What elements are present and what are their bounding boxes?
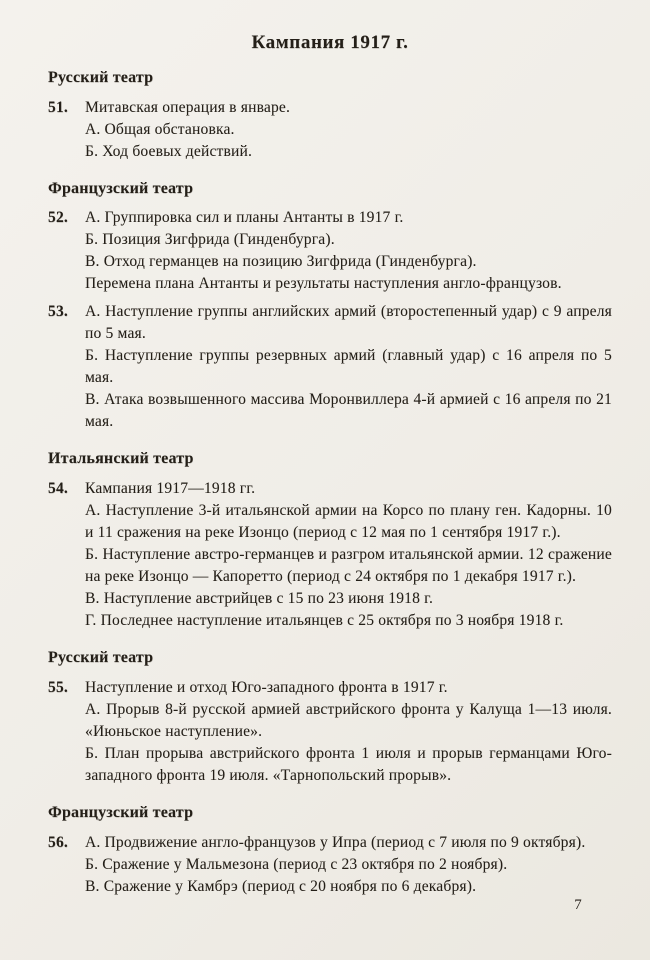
item-paragraph: Перемена плана Антанты и результаты наступления англо-французов. xyxy=(85,275,562,293)
section-header: Итальянский театр xyxy=(48,450,194,468)
toc-item xyxy=(48,478,612,632)
item-number: 54. xyxy=(48,480,68,498)
section-header: Французский театр xyxy=(48,803,194,821)
page-title: Кампания 1917 г. xyxy=(251,32,409,53)
item-body xyxy=(85,832,612,898)
item-paragraph: Б. Наступление австро-германцев и разгром итальянской армии. 12 сражение на реке Изонцо — Капоретто (период с 24 октября по 1 декабря 1917 г.). xyxy=(85,546,612,586)
item-number: 52. xyxy=(48,209,68,227)
section-russian-theatre-2 xyxy=(48,647,612,787)
item-body xyxy=(85,478,612,632)
item-body xyxy=(85,97,612,163)
item-paragraph: Кампания 1917—1918 гг. xyxy=(85,480,256,498)
item-number: 55. xyxy=(48,678,68,696)
item-paragraph: В. Отход германцев на позицию Зигфрида (Гинденбурга). xyxy=(85,253,477,271)
item-number: 51. xyxy=(48,98,68,116)
item-number: 56. xyxy=(48,833,68,851)
toc-item xyxy=(48,301,612,433)
item-paragraph: В. Сражение у Камбрэ (период с 20 ноября по 6 декабря). xyxy=(85,877,477,895)
item-paragraph: В. Наступление австрийцев с 15 по 23 июня 1918 г. xyxy=(85,590,434,608)
item-paragraph: В. Атака возвышенного массива Моронвиллера 4-й армией с 16 апреля по 21 мая. xyxy=(85,391,612,431)
item-paragraph: Г. Последнее наступление итальянцев с 25 октября по 3 ноября 1918 г. xyxy=(85,612,564,630)
item-paragraph: Б. Наступление группы резервных армий (главный удар) с 16 апреля по 5 мая. xyxy=(85,347,612,387)
page-number: 7 xyxy=(574,896,582,913)
section-french-theatre-1 xyxy=(48,178,612,434)
item-paragraph: Б. Ход боевых действий. xyxy=(85,142,253,160)
item-number: 53. xyxy=(48,303,68,321)
toc-item xyxy=(48,832,612,898)
item-paragraph: Б. План прорыва австрийского фронта 1 июля и прорыв германцами Юго-западного фронта 19 июля. «Тарнопольский прорыв». xyxy=(85,744,612,784)
item-paragraph: А. Продвижение англо-французов у Ипра (период с 7 июля по 9 октября). xyxy=(85,833,586,851)
toc-item xyxy=(48,97,612,163)
section-french-theatre-2 xyxy=(48,802,612,898)
item-paragraph: Б. Сражение у Мальмезона (период с 23 октября по 2 ноября). xyxy=(85,855,508,873)
section-russian-theatre-1 xyxy=(48,67,612,163)
item-body xyxy=(85,301,612,433)
toc-item xyxy=(48,677,612,787)
item-paragraph: А. Прорыв 8-й русской армией австрийского фронта у Калуща 1—13 июля. «Июньское наступление». xyxy=(85,700,612,740)
item-paragraph: А. Общая обстановка. xyxy=(85,120,235,138)
item-body xyxy=(85,677,612,787)
toc-item xyxy=(48,207,612,295)
item-paragraph: А. Группировка сил и планы Антанты в 1917 г. xyxy=(85,209,404,227)
section-header: Французский театр xyxy=(48,179,194,197)
item-paragraph: Митавская операция в январе. xyxy=(85,98,291,116)
item-paragraph: А. Наступление группы английских армий (второстепенный удар) с 9 апреля по 5 мая. xyxy=(85,303,612,343)
section-italian-theatre xyxy=(48,448,612,632)
item-paragraph: Наступление и отход Юго-западного фронта в 1917 г. xyxy=(85,678,448,696)
item-body xyxy=(85,207,612,295)
item-paragraph: А. Наступление 3-й итальянской армии на Корсо по плану ген. Кадорны. 10 и 11 сражения на реке Изонцо (период с 12 мая по 1 сентября 1917 г.). xyxy=(85,502,612,542)
section-header: Русский театр xyxy=(48,68,154,86)
item-paragraph: Б. Позиция Зигфрида (Гинденбурга). xyxy=(85,231,335,249)
section-header: Русский театр xyxy=(48,649,154,667)
